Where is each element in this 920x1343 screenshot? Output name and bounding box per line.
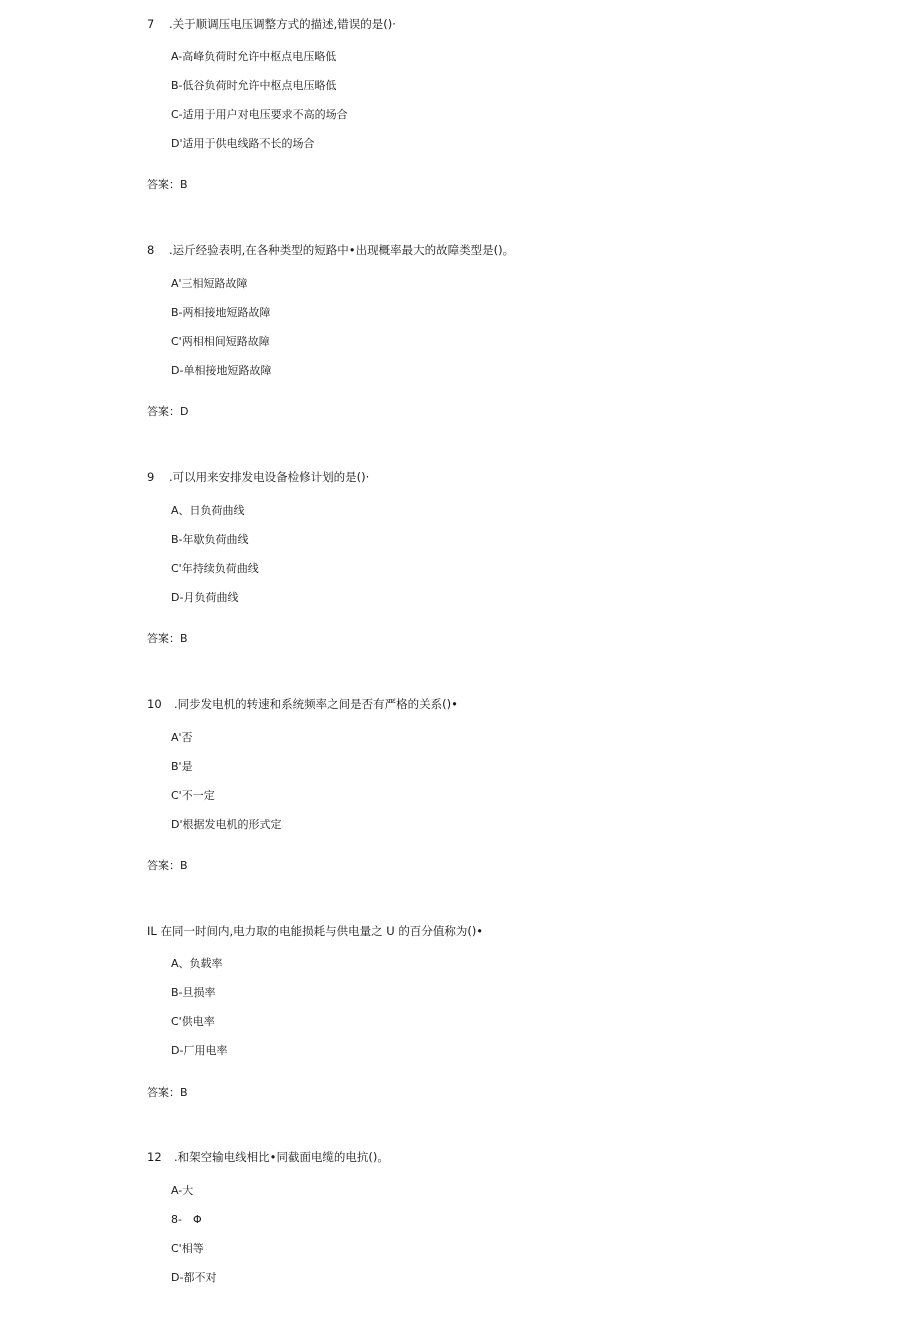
answer: 答案：B bbox=[147, 1086, 188, 1099]
question-text: .可以用来安排发电设备检修计划的是()· bbox=[169, 470, 370, 484]
option-a: A、日负荷曲线 bbox=[171, 504, 245, 517]
question-text: .和架空输电线相比•同截面电缆的电抗()。 bbox=[174, 1150, 389, 1164]
question-text: .同步发电机的转速和系统频率之间是否有严格的关系()• bbox=[174, 697, 458, 711]
question-stem bbox=[0, 696, 920, 712]
question-number: 12 bbox=[147, 1150, 162, 1164]
question-stem bbox=[0, 16, 920, 32]
question-stem bbox=[0, 469, 920, 485]
option-a: A'三相短路故障 bbox=[171, 277, 248, 290]
question-number: 8 bbox=[147, 243, 155, 257]
option-a: A、负载率 bbox=[171, 957, 223, 970]
option-b: B-旦损率 bbox=[171, 986, 216, 999]
question-stem bbox=[0, 242, 920, 258]
question-text: .运斤经验表明,在各种类型的短路中•出现概率最大的故障类型是()。 bbox=[169, 243, 515, 257]
question-text: IL 在同一时间内,电力取的电能损耗与供电量之 U 的百分值称为()• bbox=[147, 924, 484, 938]
option-d: D'适用于供电线路不长的场合 bbox=[171, 137, 315, 150]
option-b: B-低谷负荷时允许中枢点电压略低 bbox=[171, 79, 337, 92]
question-stem bbox=[0, 1149, 920, 1165]
option-d: D-单相接地短路故障 bbox=[171, 364, 272, 377]
option-d: D-月负荷曲线 bbox=[171, 591, 239, 604]
option-c: C'相等 bbox=[171, 1242, 204, 1255]
option-a: A-大 bbox=[171, 1184, 194, 1197]
answer: 答案：B bbox=[147, 632, 188, 645]
option-b: B'是 bbox=[171, 760, 193, 773]
option-b: B-两相接地短路故障 bbox=[171, 306, 271, 319]
option-c: C'不一定 bbox=[171, 789, 215, 802]
answer: 答案：B bbox=[147, 178, 188, 191]
option-c: C'供电率 bbox=[171, 1015, 215, 1028]
option-b: 8- Φ bbox=[171, 1213, 202, 1226]
question-text: .关于顺调压电压调整方式的描述,错误的是()· bbox=[169, 17, 396, 31]
question-stem bbox=[0, 923, 920, 939]
question-number: 9 bbox=[147, 470, 155, 484]
option-b: B-年歇负荷曲线 bbox=[171, 533, 249, 546]
option-c: C'年持续负荷曲线 bbox=[171, 562, 259, 575]
question-number: 7 bbox=[147, 17, 155, 31]
option-c: C-适用于用户对电压要求不高的场合 bbox=[171, 108, 348, 121]
answer: 答案：D bbox=[147, 405, 189, 418]
option-c: C'两相相间短路故障 bbox=[171, 335, 270, 348]
option-d: D'根据发电机的形式定 bbox=[171, 818, 282, 831]
answer: 答案：B bbox=[147, 859, 188, 872]
question-number: 10 bbox=[147, 697, 162, 711]
option-d: D-都不对 bbox=[171, 1271, 217, 1284]
option-a: A-高峰负荷时允许中枢点电压略低 bbox=[171, 50, 337, 63]
option-a: A'否 bbox=[171, 731, 193, 744]
option-d: D-厂用电率 bbox=[171, 1044, 228, 1057]
